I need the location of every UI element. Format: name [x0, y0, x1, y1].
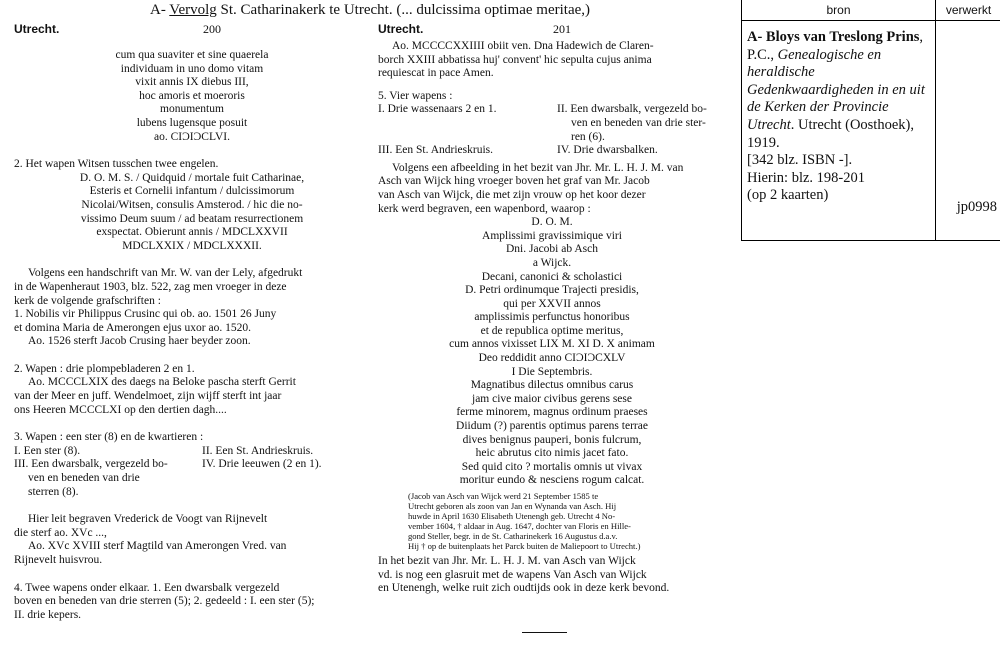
i3l-line: I. Een ster (8).	[14, 444, 81, 457]
source-code: jp0998	[956, 199, 997, 215]
i5l-line: I. Drie wassenaars 2 en 1.	[378, 103, 497, 116]
volgens-block	[14, 267, 370, 349]
af-line: Volgens een afbeelding in het bezit van Jhr. Mr. L. H. J. M. van	[392, 161, 684, 174]
af-line: van Asch van Wijck, die met zijn vrouw op het koor dezer	[378, 188, 646, 201]
title-prefix: A-	[149, 2, 170, 18]
ep-line: cum qua suaviter et sine quaerela	[115, 49, 269, 61]
source-hierin: Hierin: blz. 198-201	[747, 169, 865, 186]
i2b-line: 2. Wapen : drie plompebladeren 2 en 1.	[14, 362, 195, 375]
ins-line: a Wijck.	[532, 256, 572, 269]
i4-line: 4. Twee wapens onder elkaar. 1. Een dwarsbalk vergezeld	[14, 581, 280, 594]
ins-line: heic abrutus cito nimis jacet fato.	[475, 447, 629, 460]
source-kaarten: (op 2 kaarten)	[747, 187, 829, 204]
i5l-line: III. Een St. Andrieskruis.	[378, 144, 493, 157]
i2-line: Esteris et Cornelii infantum / dulcissimorum	[89, 185, 295, 198]
afbeelding-block	[378, 162, 726, 216]
vg-line: kerk de volgende grafschriften :	[14, 294, 161, 307]
source-citation	[742, 21, 936, 240]
i2b-line: Ao. MCCCLXIX des daegs na Beloke pascha sterft Gerrit	[28, 376, 296, 389]
vr-line: Ao. XVc XVIII sterf Magtild van Amerongen Vred. van	[28, 540, 287, 553]
item3-intro: 3. Wapen : een ster (8) en de kwartieren :	[14, 431, 204, 444]
ep-line: monumentum	[160, 103, 224, 116]
i3l-line: III. Een dwarsbalk, vergezeld bo-	[14, 458, 168, 471]
item3-right	[182, 445, 370, 499]
source-title: Genealogische en heraldische Gedenkwaardigheden in en uit de Kerken der Provincie Utrecht	[747, 46, 925, 133]
ins-line: qui per XXVII annos	[503, 297, 601, 310]
ins-line: ferme minorem, magnus ordinum praeses	[456, 406, 648, 419]
page-title	[10, 2, 730, 19]
title-underlined: Vervolg	[169, 2, 217, 18]
item2b-block	[14, 363, 370, 417]
ins-line: I Die Septembris.	[511, 365, 593, 378]
ep-line: lubens lugensque posuit	[136, 116, 248, 129]
vr-line: die sterf ao. XVc ...,	[14, 526, 107, 539]
vg-line: Ao. 1526 sterft Jacob Crusing haer beyder zoon.	[28, 335, 251, 348]
panel-header	[742, 0, 1000, 21]
source-code-cell	[936, 21, 1000, 240]
footnote-block	[378, 491, 726, 551]
bezit-block	[378, 555, 726, 596]
ins-line: et de republica optime meritus,	[480, 324, 624, 337]
ep-line: individuam in uno domo vitam	[120, 62, 264, 75]
item5-intro: 5. Vier wapens :	[378, 89, 453, 102]
vg-line: Volgens een handschrift van Mr. W. van der Lely, afgedrukt	[28, 267, 303, 280]
right-running-head: Utrecht.	[378, 22, 424, 36]
fn-line: Hij † op de buitenplaats het Parck buiten de Maliepoort to Utrecht.)	[408, 541, 641, 551]
ins-line: cum annos vixisset LIX M. XI D. X animam	[449, 338, 655, 351]
i2-line: 2. Het wapen Witsen tusschen twee engelen.	[14, 158, 219, 171]
item2-block	[14, 158, 370, 253]
i5r-line: IV. Drie dwarsbalken.	[557, 144, 658, 157]
i4-line: boven en beneden van drie sterren (5); 2. gedeeld : I. een ster (5);	[14, 595, 315, 608]
ins-line: Amplissimi gravissimique viri	[482, 229, 622, 242]
ins-line: D. Petri ordinumque Trajecti presidis,	[465, 284, 639, 297]
i3r-line: IV. Drie leeuwen (2 en 1).	[202, 458, 322, 471]
left-page-text	[14, 49, 370, 622]
hw-line: borch XXIII abbatissa huj' convent' hic sepulta cujus anima	[378, 53, 652, 66]
col-bron-header: bron	[742, 0, 936, 20]
left-running-head: Utrecht.	[14, 22, 60, 36]
vg-line: et domina Maria de Amerongen ejus uxor ao. 1520.	[14, 321, 251, 334]
ep-line: hoc amoris et moeroris	[139, 89, 245, 102]
hw-line: requiescat in pace Amen.	[378, 67, 494, 80]
source-publisher: . Utrecht (Oosthoek), 1919.	[747, 116, 914, 151]
i2b-line: van der Meer en juff. Wendelmoet, zijn wijff sterft int jaar	[14, 390, 282, 403]
vr-line: Rijnevelt huisvrou.	[14, 554, 103, 566]
title-rest: St. Catharinakerk te Utrecht. (... dulcissima optimae meritae,)	[216, 2, 591, 18]
af-line: Asch van Wijck hing vroeger boven het graf van Mr. Jacob	[378, 175, 650, 188]
item3-left	[14, 445, 182, 499]
i5r-line: II. Een dwarsbalk, vergezeld bo-	[557, 103, 707, 116]
item4-block	[14, 582, 370, 623]
bz-line: vd. is nog een glasruit met de wapens Van Asch van Wijck	[378, 568, 647, 581]
vrederick-block	[14, 513, 370, 567]
ins-line: D. O. M.	[531, 216, 573, 229]
right-page-number: 201	[553, 22, 571, 36]
ins-line: moritur eundo & nesciens rogum calcat.	[459, 474, 645, 487]
source-pages: [342 blz. ISBN -].	[747, 152, 853, 169]
source-author: A- Bloys van Treslong Prins	[747, 29, 920, 45]
source-panel	[741, 0, 1000, 241]
closing-rule	[522, 632, 567, 633]
fn-line: huwde in April 1630 Elisabeth Utenengh geb. Utrecht 4 No-	[408, 511, 616, 521]
ins-line: Sed quid cito ? mortalis omnis ut vivax	[461, 460, 643, 473]
fn-line: Utrecht geboren als zoon van Jan en Wynanda van Asch. Hij	[408, 501, 617, 511]
vr-line: Hier leit begraven Vrederick de Voogt van Rijnevelt	[28, 513, 268, 526]
fn-line: vember 1604, † aldaar in Aug. 1647, dochter van Floris en Hille-	[408, 521, 631, 531]
epitaph-block	[14, 49, 370, 144]
hadewich-block	[378, 40, 726, 81]
fn-line: gond Steller, begr. in de St. Catharinekerk 16 Augustus d.a.v.	[408, 531, 618, 541]
i2-line: MDCLXXIX / MDCLXXXII.	[122, 239, 262, 252]
i3l-line: sterren (8).	[28, 485, 79, 498]
i5r-line: ven en beneden van drie ster-	[571, 116, 706, 129]
bz-line: en Utenengh, welke ruit zich oudtijds ook in deze kerk bevond.	[378, 582, 670, 595]
left-page-number: 200	[203, 22, 221, 36]
ins-line: amplissimis perfunctus honoribus	[474, 311, 630, 324]
ins-line: Deo reddidit anno CIƆIƆCXLV	[478, 352, 626, 365]
item5-left	[378, 103, 547, 157]
ins-line: dives benignus pauperi, bonis fulcrum,	[462, 433, 642, 446]
ep-line: vixit annis IX diebus III,	[135, 76, 249, 89]
item3-block	[14, 431, 370, 499]
item5-block	[378, 90, 726, 158]
vg-line: in de Wapenheraut 1903, blz. 522, zag men vroeger in deze	[14, 280, 287, 293]
ins-line: Dni. Jacobi ab Asch	[506, 243, 598, 256]
fn-line: (Jacob van Asch van Wijck werd 21 September 1585 te	[408, 491, 599, 501]
i5l-line	[378, 117, 547, 131]
ins-line: Diidum (?) parentis optimus parens terrae	[456, 420, 648, 433]
ep-line: ao. CIƆIƆCLVI.	[154, 130, 230, 143]
inscription-block	[378, 216, 726, 488]
i4-line: II. drie kepers.	[14, 608, 82, 621]
i2b-line: ons Heeren MCCCLXI op den dertien dagh....	[14, 403, 227, 416]
i2-line: Nicolai/Witsen, consulis Amsterod. / hic die no-	[81, 198, 303, 211]
ins-line: Decani, canonici & scholastici	[481, 270, 623, 283]
i3l-line: ven en beneden van drie	[28, 472, 140, 485]
i2-line: D. O. M. S. / Quidquid / mortale fuit Catharinae,	[79, 171, 305, 184]
bz-line: In het bezit van Jhr. Mr. L. H. J. M. van Asch van Wijck	[378, 555, 636, 567]
i5r-line: ren (6).	[571, 130, 605, 143]
col-verwerkt-header: verwerkt	[945, 3, 992, 17]
right-page-text	[378, 40, 726, 596]
i2-line: vissimo Deum suum / ad beatam resurrectionem	[80, 212, 304, 225]
item5-right	[547, 103, 726, 157]
i2-line: exspectat. Obierunt annis / MDCLXXVII	[96, 226, 288, 239]
af-line: kerk werd begraven, een wapenbord, waarop :	[378, 202, 591, 215]
ins-line: jam cive maior civibus gerens sese	[472, 392, 632, 405]
ins-line: Magnatibus dilectus omnibus carus	[470, 379, 634, 392]
source-author-rest: , P.C.,	[747, 29, 924, 63]
i5l-line	[378, 131, 547, 145]
vg-line: 1. Nobilis vir Philippus Crusinc qui ob. ao. 1501 26 Juny	[14, 308, 277, 321]
hw-line: Ao. MCCCCXXIIII obiit ven. Dna Hadewich de Claren-	[392, 40, 654, 52]
i3r-line: II. Een St. Andrieskruis.	[202, 444, 314, 457]
